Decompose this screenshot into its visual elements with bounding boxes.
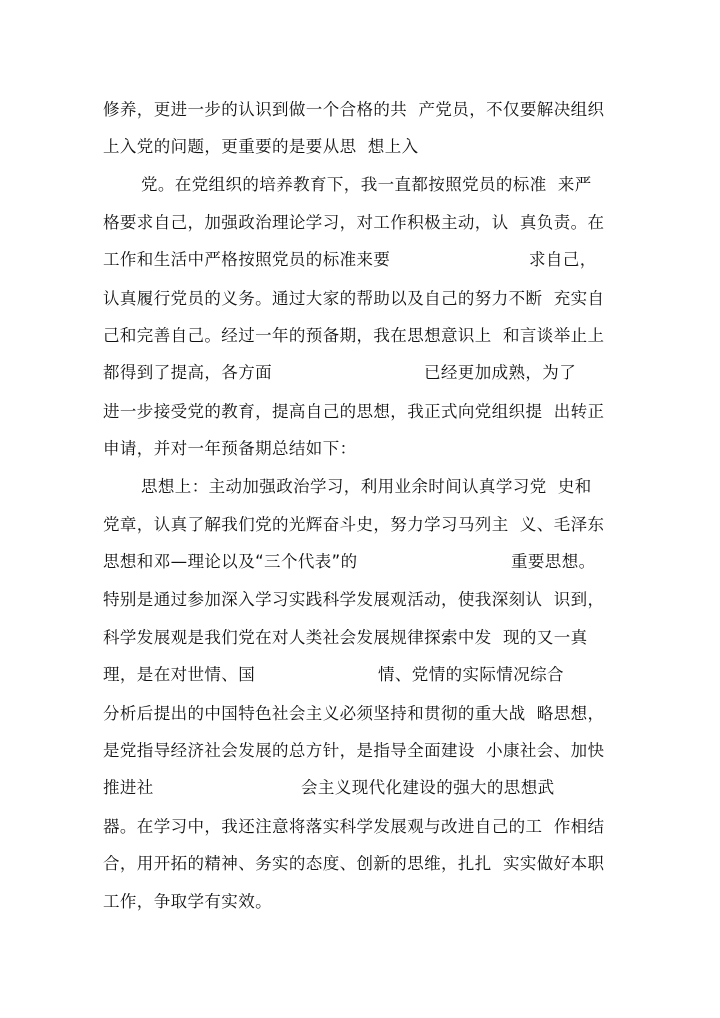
text-line: 特别是通过参加深入学习实践科学发展观活动，使我深刻认 识到，: [103, 590, 605, 609]
text-line: 都得到了提高，各方面: [103, 363, 272, 382]
text-line: 进一步接受党的教育，提高自己的思想，我正式向党组织提 出转正: [103, 402, 605, 421]
text-line: 党。在党组织的培养教育下，我一直都按照党员的标准 来严: [141, 175, 592, 194]
text-line: 党章，认真了解我们党的光辉奋斗史，努力学习马列主 义、毛泽东: [103, 515, 605, 534]
text-line: 上入党的问题，更重要的是要从思 想上入: [103, 137, 419, 156]
text-line: 会主义现代化建设的强大的思想武: [301, 778, 555, 797]
text-line: 思想和邓—理论以及“三个代表”的: [103, 552, 358, 571]
text-line: 是党指导经济社会发展的总方针，是指导全面建设 小康社会、加快: [103, 741, 605, 760]
text-line: 情、党情的实际情况综合: [378, 665, 564, 684]
text-line: 器。在学习中，我还注意将落实科学发展观与改进自己的工 作相结: [103, 817, 605, 836]
text-line: 重要思想。: [511, 552, 596, 571]
text-line: 认真履行党员的义务。通过大家的帮助以及自己的努力不断 充实自: [103, 289, 605, 308]
text-line: 工作，争取学有实效。: [103, 892, 272, 911]
text-line: 工作和生活中严格按照党员的标准来要: [103, 250, 391, 269]
text-line: 推进社: [103, 778, 154, 797]
text-line: 格要求自己，加强政治理论学习，对工作积极主动，认 真负责。在: [103, 213, 605, 232]
text-line: 思想上：主动加强政治学习，利用业余时间认真学习党 史和: [141, 477, 592, 496]
text-line: 求自己，: [529, 250, 597, 269]
text-line: 修养，更进一步的认识到做一个合格的共 产党员，不仅要解决组织: [103, 100, 605, 119]
text-line: 已经更加成熟，为了: [424, 363, 577, 382]
text-line: 分析后提出的中国特色社会主义必须坚持和贯彻的重大战 略思想，: [103, 704, 605, 723]
text-line: 申请，并对一年预备期总结如下：: [103, 439, 357, 458]
text-line: 合，用开拓的精神、务实的态度、创新的思维，扎扎 实实做好本职: [103, 854, 605, 873]
text-line: 己和完善自己。经过一年的预备期，我在思想意识上 和言谈举止上: [103, 326, 605, 345]
text-line: 科学发展观是我们党在对人类社会发展规律探索中发 现的又一真: [103, 628, 588, 647]
text-line: 理，是在对世情、国: [103, 665, 256, 684]
